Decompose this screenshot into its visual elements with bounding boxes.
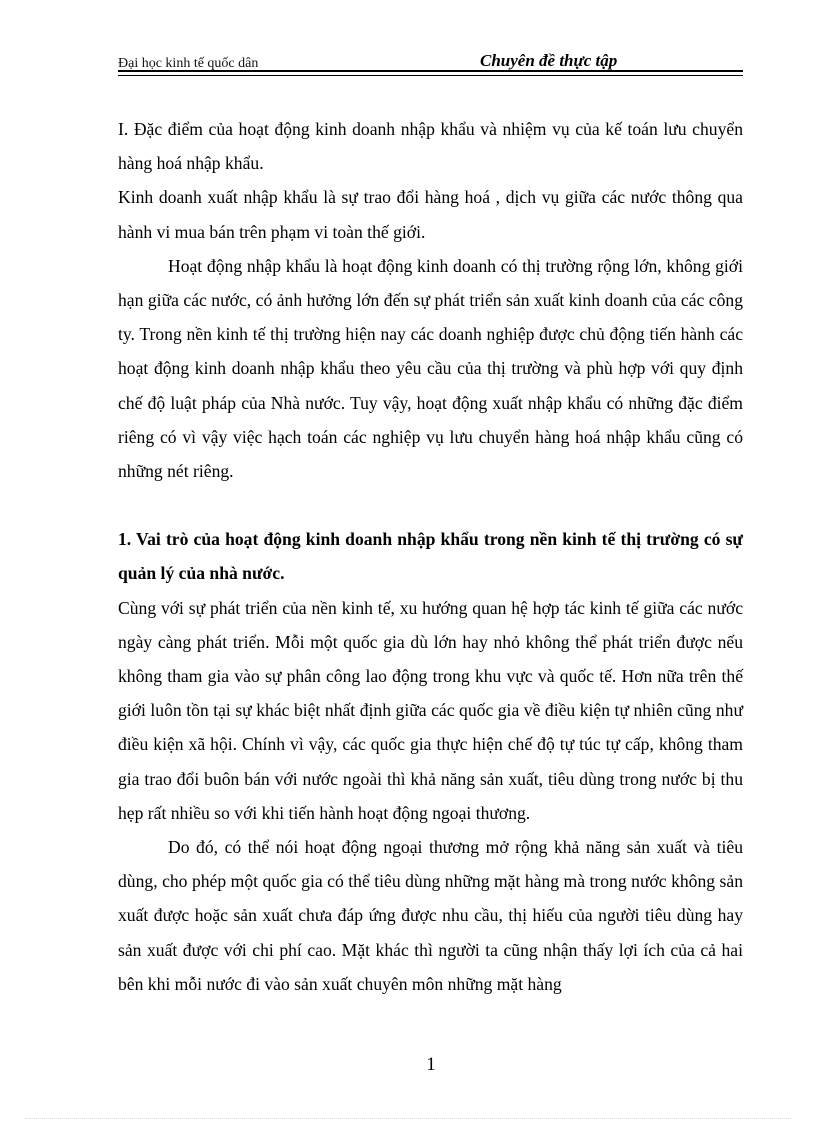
- header-rule-thin: [118, 75, 743, 76]
- paragraph: Cùng với sự phát triển của nền kinh tế, xu hướng quan hệ hợp tác kinh tế giữa các nước ngày càng phát triển. Mỗi một quốc gia dù lớn hay nhỏ không thể phát triển được nếu không tham gia vào sự phân công lao động trong khu vực và quốc tế. Hơn nữa trên thế giới luôn tồn tại sự khác biệt nhất định giữa các quốc gia về điều kiện tự nhiên cũng như điều kiện xã hội. Chính vì vậy, các quốc gia thực hiện chế độ tự túc tự cấp, không tham gia trao đổi buôn bán với nước ngoài thì khả năng sản xuất, tiêu dùng trong nước bị thu hẹp rất nhiều so với khi tiến hành hoạt động ngoại thương.: [118, 597, 743, 823]
- paragraph: Kinh doanh xuất nhập khẩu là sự trao đổi hàng hoá , dịch vụ giữa các nước thông qua hành vi mua bán trên phạm vi toàn thế giới.: [118, 187, 743, 242]
- header-document-type: Chuyên đề thực tập: [480, 51, 618, 70]
- section-title: I. Đặc điểm của hoạt động kinh doanh nhập khẩu và nhiệm vụ của kế toán lưu chuyển hàng hoá nhập khẩu.: [118, 119, 743, 174]
- paragraph: Do đó, có thể nói hoạt động ngoại thương mở rộng khả năng sản xuất và tiêu dùng, cho phép một quốc gia có thể tiêu dùng những mặt hàng mà trong nước không sản xuất được hoặc sản xuất chưa đáp ứng được nhu cầu, thị hiếu của người tiêu dùng hay sản xuất được với chi phí cao. Mặt khác thì người ta cũng nhận thấy lợi ích của cả hai bên khi mỗi nước đi vào sản xuất chuyên môn những mặt hàng: [118, 837, 743, 994]
- page-number: 1: [426, 1054, 436, 1075]
- section-heading: 1. Vai trò của hoạt động kinh doanh nhập khẩu trong nền kinh tế thị trường có sự quản lý của nhà nước.: [118, 529, 743, 584]
- paragraph: Hoạt động nhập khẩu là hoạt động kinh doanh có thị trường rộng lớn, không giới hạn giữa các nước, có ảnh hưởng lớn đến sự phát triển sản xuất kinh doanh của các công ty. Trong nền kinh tế thị trường hiện nay các doanh nghiệp được chủ động tiến hành các hoạt động kinh doanh nhập khẩu theo yêu cầu của thị trường và phù hợp với quy định chế độ luật pháp của Nhà nước. Tuy vậy, hoạt động xuất nhập khẩu có những đặc điểm riêng có vì vậy việc hạch toán các nghiệp vụ lưu chuyển hàng hoá nhập khẩu cũng có những nét riêng.: [118, 255, 743, 482]
- page-bottom-border: [25, 1118, 791, 1119]
- header-university: Đại học kinh tế quốc dân: [118, 56, 259, 71]
- spacer: [118, 488, 743, 522]
- page-header: [118, 50, 743, 74]
- header-rule-thick: [118, 70, 743, 72]
- page-content: [118, 112, 743, 1001]
